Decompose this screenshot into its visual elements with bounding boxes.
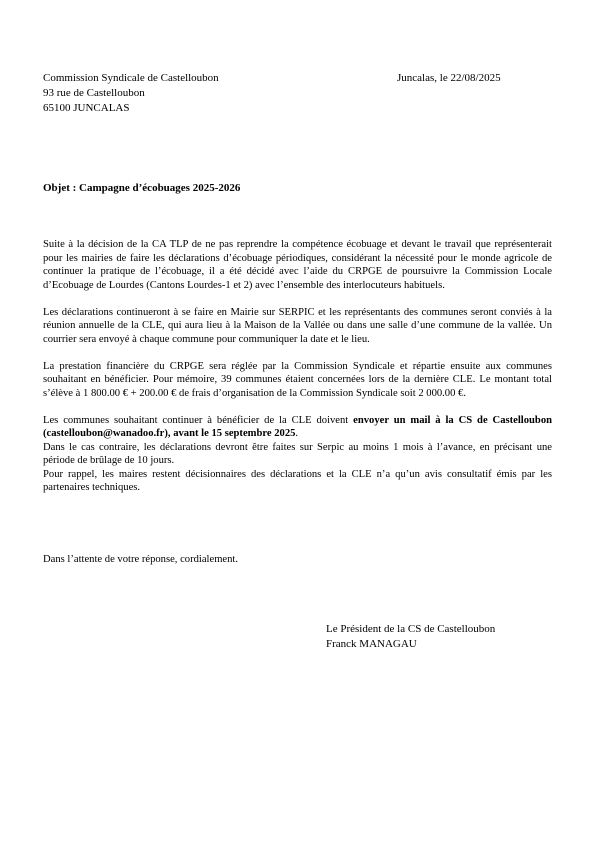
letter-subject: Objet : Campagne d’écobuages 2025-2026 xyxy=(43,182,241,194)
sender-city: 65100 JUNCALAS xyxy=(43,102,130,114)
paragraph-context: Suite à la décision de la CA TLP de ne pas reprendre la compétence écobuage et devant le travail que représenterait pour les mairies de faire les déclarations d’écobuage périodiques, considérant la nécessité pour le monde agricole de continuer la pratique de l’écobuage, il a été décidé avec l’aide du CRPGE de poursuivre la Commission Locale d’Ecobuage de Lourdes (Cantons Lourdes-1 et 2) avec l’ensemble des interlocuteurs habituels. xyxy=(43,239,552,291)
sender-name: Commission Syndicale de Castelloubon xyxy=(43,72,219,84)
sender-address xyxy=(43,71,219,116)
signature-title: Le Président de la CS de Castelloubon xyxy=(326,623,496,635)
sender-street: 93 rue de Castelloubon xyxy=(43,87,145,99)
request-intro: Les communes souhaitant continuer à bénéficier de la CLE doivent xyxy=(43,414,354,426)
paragraph-reminder: Pour rappel, les maires restent décisionnaires des déclarations et la CLE n’a qu’un avis consultatif émis par les partenaires techniques. xyxy=(43,468,552,493)
request-deadline: envoyer un mail à la CS de Castelloubon (castelloubon@wanadoo.fr), avant le 15 septembre 2025 xyxy=(43,414,553,439)
paragraph-declarations: Les déclarations continueront à se faire en Mairie sur SERPIC et les représentants des communes seront conviés à la réunion annuelle de la CLE, qui aura lieu à la Maison de la Vallée ou dans une salle d’une commune de la vallée. Un courrier sera envoyé à chaque commune pour communiquer la date et le lieu. xyxy=(43,306,552,345)
paragraph-otherwise: Dans le cas contraire, les déclarations devront être faites sur Serpic au moins 1 mois à l’avance, en précisant une période de brûlage de 10 jours. xyxy=(43,441,552,466)
paragraph-financing: La prestation financière du CRPGE sera réglée par la Commission Syndicale et répartie ensuite aux communes souhaitant en bénéficier. Pour mémoire, 39 communes étaient concernées lors de la dernière CLE. Le montant total s’élève à 1 800.00 € + 200.00 € de frais d’organisation de la Commission Syndicale soit 2 000.00 €. xyxy=(43,360,552,399)
closing-line: Dans l’attente de votre réponse, cordialement. xyxy=(43,554,239,565)
place-date: Juncalas, le 22/08/2025 xyxy=(397,72,501,84)
signature-name: Franck MANAGAU xyxy=(326,638,417,650)
request-end: . xyxy=(295,428,299,439)
signature-block xyxy=(326,622,495,652)
paragraph-request xyxy=(43,414,552,441)
letter-body xyxy=(43,238,552,495)
